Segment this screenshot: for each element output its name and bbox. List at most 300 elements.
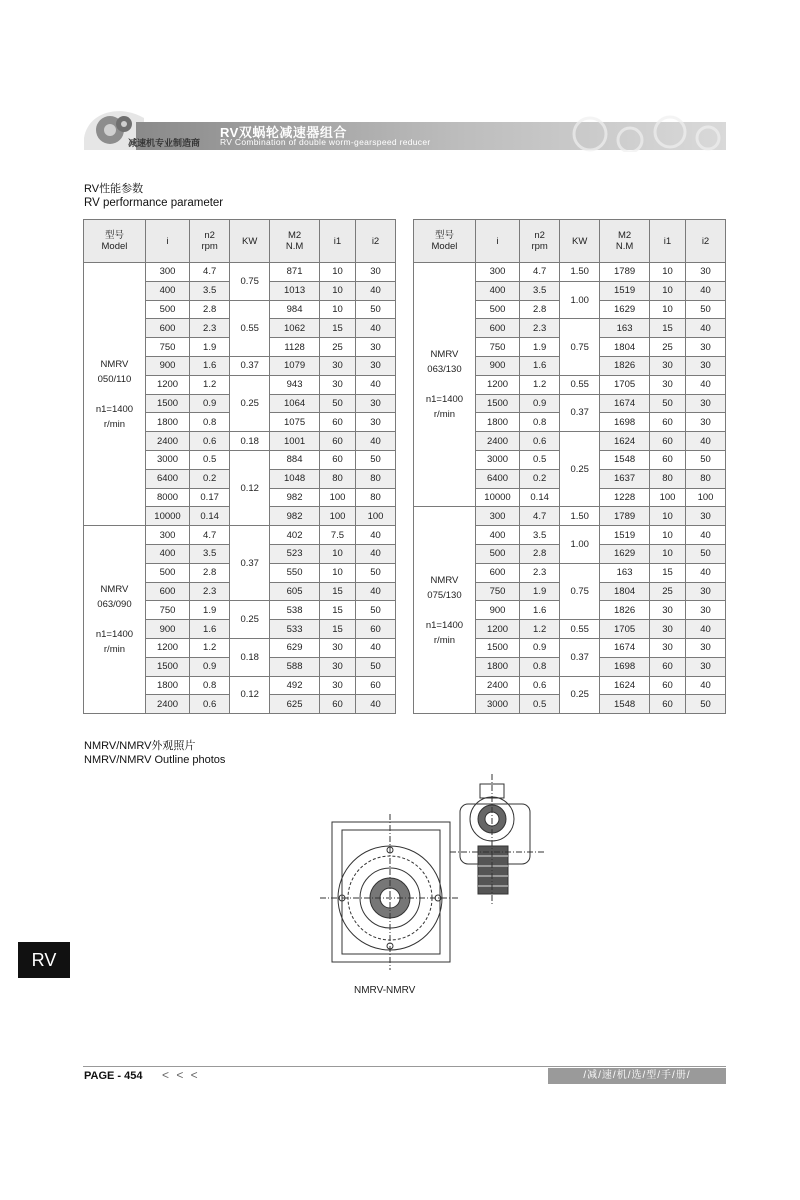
column-header-label: 型号 <box>434 230 454 241</box>
kw-cell: 0.25 <box>230 601 270 639</box>
ratio-cell: 750 <box>475 338 519 357</box>
i1-cell: 50 <box>649 394 685 413</box>
section-title-en: RV performance parameter <box>84 197 224 209</box>
m2-cell: 1062 <box>270 319 320 338</box>
n2-cell: 3.5 <box>190 544 230 563</box>
n2-cell: 3.5 <box>520 281 560 300</box>
table-header-row <box>84 220 396 263</box>
i1-cell: 10 <box>649 526 685 545</box>
i1-cell: 60 <box>649 695 685 714</box>
n2-cell: 3.5 <box>190 281 230 300</box>
m2-cell: 1637 <box>600 469 650 488</box>
m2-cell: 523 <box>270 544 320 563</box>
m2-cell: 1519 <box>600 526 650 545</box>
i1-cell: 30 <box>319 356 355 375</box>
section-title-photos <box>84 739 225 767</box>
ratio-cell: 1800 <box>475 657 519 676</box>
m2-cell: 1698 <box>600 657 650 676</box>
column-header-unit: N.M <box>615 241 634 252</box>
table-row <box>84 263 396 282</box>
i2-cell: 40 <box>686 319 726 338</box>
section-title-cn: RV性能参数 <box>84 183 144 195</box>
model-text: r/min <box>433 634 456 646</box>
i2-cell: 40 <box>686 620 726 639</box>
column-header-label: 型号 <box>104 230 124 241</box>
model-text: NMRV <box>100 584 129 596</box>
i1-cell: 10 <box>649 263 685 282</box>
m2-cell: 1674 <box>600 394 650 413</box>
ratio-cell: 1200 <box>145 638 189 657</box>
i1-cell: 15 <box>319 620 355 639</box>
i2-cell: 100 <box>686 488 726 507</box>
ratio-cell: 1200 <box>475 375 519 394</box>
m2-cell: 1013 <box>270 281 320 300</box>
m2-cell: 982 <box>270 488 320 507</box>
kw-cell: 0.37 <box>230 356 270 375</box>
i2-cell: 30 <box>686 657 726 676</box>
column-header-label: KW <box>572 235 588 247</box>
i2-cell: 50 <box>356 657 396 676</box>
column-header-label: i1 <box>663 235 672 247</box>
n2-cell: 0.5 <box>520 450 560 469</box>
i1-cell: 10 <box>319 563 355 582</box>
n2-cell: 1.2 <box>190 638 230 657</box>
kw-cell: 0.25 <box>560 432 600 507</box>
i2-cell: 30 <box>686 413 726 432</box>
column-header <box>414 220 476 263</box>
kw-cell: 0.55 <box>560 620 600 639</box>
kw-cell: 0.75 <box>560 563 600 619</box>
i2-cell: 40 <box>686 375 726 394</box>
ratio-cell: 600 <box>145 582 189 601</box>
n2-cell: 0.6 <box>190 695 230 714</box>
i1-cell: 10 <box>649 544 685 563</box>
kw-cell: 0.12 <box>230 450 270 525</box>
kw-cell: 0.75 <box>230 263 270 301</box>
kw-cell: 0.55 <box>230 300 270 356</box>
model-cell <box>84 263 146 526</box>
ratio-cell: 300 <box>475 507 519 526</box>
i2-cell: 50 <box>356 300 396 319</box>
n2-cell: 1.6 <box>190 620 230 639</box>
m2-cell: 1629 <box>600 544 650 563</box>
gears-decoration-icon <box>560 114 726 152</box>
i2-cell: 40 <box>686 563 726 582</box>
i1-cell: 60 <box>319 450 355 469</box>
i1-cell: 30 <box>649 356 685 375</box>
m2-cell: 1128 <box>270 338 320 357</box>
performance-table-right <box>413 219 726 714</box>
i2-cell: 30 <box>686 263 726 282</box>
n2-cell: 0.6 <box>520 432 560 451</box>
m2-cell: 943 <box>270 375 320 394</box>
table-header-row <box>414 220 726 263</box>
n2-cell: 0.5 <box>190 450 230 469</box>
i2-cell: 40 <box>356 695 396 714</box>
i1-cell: 30 <box>649 601 685 620</box>
n2-cell: 1.2 <box>520 375 560 394</box>
i2-cell: 30 <box>686 582 726 601</box>
model-text: NMRV <box>430 349 459 361</box>
ratio-cell: 10000 <box>475 488 519 507</box>
ratio-cell: 900 <box>145 620 189 639</box>
reducer-drawing <box>320 774 550 974</box>
i1-cell: 25 <box>319 338 355 357</box>
model-text: 063/130 <box>427 364 462 376</box>
i2-cell: 40 <box>356 638 396 657</box>
header-title-en: RV Combination of double worm-gearspeed reducer <box>220 137 431 147</box>
ratio-cell: 2400 <box>475 676 519 695</box>
i2-cell: 30 <box>356 394 396 413</box>
m2-cell: 1048 <box>270 469 320 488</box>
m2-cell: 1789 <box>600 507 650 526</box>
brand-text: 减速机专业制造商 <box>128 138 201 148</box>
i1-cell: 30 <box>319 375 355 394</box>
i1-cell: 60 <box>319 432 355 451</box>
model-text: n1=1400 <box>95 403 134 415</box>
column-header <box>270 220 320 263</box>
column-header <box>356 220 396 263</box>
ratio-cell: 1200 <box>145 375 189 394</box>
i2-cell: 50 <box>686 450 726 469</box>
ratio-cell: 1500 <box>145 657 189 676</box>
i1-cell: 7.5 <box>319 526 355 545</box>
kw-cell: 1.00 <box>560 526 600 564</box>
ratio-cell: 1200 <box>475 620 519 639</box>
ratio-cell: 1500 <box>475 638 519 657</box>
i2-cell: 30 <box>686 338 726 357</box>
n2-cell: 4.7 <box>190 263 230 282</box>
ratio-cell: 600 <box>475 319 519 338</box>
kw-cell: 0.25 <box>230 375 270 431</box>
model-spacer <box>414 377 475 392</box>
i1-cell: 15 <box>319 582 355 601</box>
m2-cell: 1548 <box>600 695 650 714</box>
ratio-cell: 2400 <box>145 432 189 451</box>
column-header <box>560 220 600 263</box>
n2-cell: 0.14 <box>190 507 230 526</box>
n2-cell: 0.8 <box>520 413 560 432</box>
i2-cell: 40 <box>356 582 396 601</box>
m2-cell: 1079 <box>270 356 320 375</box>
m2-cell: 1705 <box>600 620 650 639</box>
drawing-caption: NMRV-NMRV <box>354 985 416 996</box>
section2-title-cn: NMRV/NMRV外观照片 <box>84 740 196 752</box>
m2-cell: 538 <box>270 601 320 620</box>
i2-cell: 30 <box>686 638 726 657</box>
i1-cell: 15 <box>649 563 685 582</box>
column-header <box>319 220 355 263</box>
kw-cell: 0.75 <box>560 319 600 375</box>
model-cell <box>414 507 476 714</box>
ratio-cell: 300 <box>475 263 519 282</box>
m2-cell: 163 <box>600 563 650 582</box>
column-header-label: i2 <box>371 235 380 247</box>
m2-cell: 625 <box>270 695 320 714</box>
m2-cell: 871 <box>270 263 320 282</box>
i1-cell: 10 <box>319 544 355 563</box>
i1-cell: 60 <box>649 432 685 451</box>
i1-cell: 80 <box>319 469 355 488</box>
page-number: PAGE - 454 <box>84 1070 143 1082</box>
column-header-unit: rpm <box>531 241 548 252</box>
kw-cell: 0.37 <box>560 638 600 676</box>
i1-cell: 60 <box>649 657 685 676</box>
kw-cell: 1.50 <box>560 507 600 526</box>
table-row <box>414 263 726 282</box>
i2-cell: 40 <box>356 432 396 451</box>
column-header <box>230 220 270 263</box>
m2-cell: 1674 <box>600 638 650 657</box>
model-text: r/min <box>103 418 126 430</box>
i2-cell: 40 <box>686 432 726 451</box>
n2-cell: 1.2 <box>520 620 560 639</box>
i2-cell: 40 <box>356 526 396 545</box>
i2-cell: 100 <box>356 507 396 526</box>
i2-cell: 40 <box>356 544 396 563</box>
i2-cell: 30 <box>686 394 726 413</box>
n2-cell: 1.6 <box>520 601 560 620</box>
ratio-cell: 400 <box>145 544 189 563</box>
kw-cell: 0.18 <box>230 638 270 676</box>
column-header-unit: rpm <box>201 241 218 252</box>
i2-cell: 30 <box>356 413 396 432</box>
m2-cell: 1548 <box>600 450 650 469</box>
table-row <box>84 526 396 545</box>
ratio-cell: 1800 <box>475 413 519 432</box>
performance-table-left <box>83 219 396 714</box>
i2-cell: 30 <box>686 601 726 620</box>
n2-cell: 0.9 <box>520 394 560 413</box>
n2-cell: 2.3 <box>520 563 560 582</box>
n2-cell: 0.2 <box>520 469 560 488</box>
column-header <box>686 220 726 263</box>
i2-cell: 50 <box>356 450 396 469</box>
column-header-label: M2 <box>617 230 632 241</box>
n2-cell: 1.9 <box>190 601 230 620</box>
kw-cell: 0.37 <box>560 394 600 432</box>
i1-cell: 10 <box>649 281 685 300</box>
ratio-cell: 3000 <box>475 695 519 714</box>
ratio-cell: 500 <box>475 544 519 563</box>
model-text: n1=1400 <box>95 629 134 641</box>
column-header-label: n2 <box>204 230 215 241</box>
m2-cell: 1629 <box>600 300 650 319</box>
n2-cell: 1.2 <box>190 375 230 394</box>
model-text: 075/130 <box>427 589 462 601</box>
i2-cell: 30 <box>356 338 396 357</box>
n2-cell: 2.3 <box>190 319 230 338</box>
ratio-cell: 8000 <box>145 488 189 507</box>
i1-cell: 100 <box>649 488 685 507</box>
n2-cell: 1.9 <box>520 338 560 357</box>
column-header <box>84 220 146 263</box>
m2-cell: 1789 <box>600 263 650 282</box>
kw-cell: 1.00 <box>560 281 600 319</box>
ratio-cell: 2400 <box>475 432 519 451</box>
page-arrows: < < < <box>162 1068 200 1082</box>
i1-cell: 60 <box>649 676 685 695</box>
column-header <box>190 220 230 263</box>
column-header-label: i <box>496 235 499 247</box>
ratio-cell: 500 <box>475 300 519 319</box>
column-header-unit: Model <box>431 241 458 252</box>
ratio-cell: 900 <box>475 601 519 620</box>
m2-cell: 588 <box>270 657 320 676</box>
i2-cell: 40 <box>686 526 726 545</box>
i1-cell: 25 <box>649 338 685 357</box>
model-spacer <box>84 387 145 402</box>
n2-cell: 0.5 <box>520 695 560 714</box>
column-header <box>520 220 560 263</box>
column-header-label: i <box>166 235 169 247</box>
m2-cell: 1001 <box>270 432 320 451</box>
m2-cell: 1624 <box>600 432 650 451</box>
m2-cell: 1804 <box>600 582 650 601</box>
section-title-performance <box>84 182 223 210</box>
i1-cell: 30 <box>649 638 685 657</box>
table-row <box>414 507 726 526</box>
column-header-unit: N.M <box>285 241 304 252</box>
ratio-cell: 2400 <box>145 695 189 714</box>
i1-cell: 60 <box>319 695 355 714</box>
m2-cell: 1698 <box>600 413 650 432</box>
ratio-cell: 750 <box>145 601 189 620</box>
kw-cell: 0.18 <box>230 432 270 451</box>
n2-cell: 2.8 <box>520 300 560 319</box>
m2-cell: 884 <box>270 450 320 469</box>
ratio-cell: 3000 <box>145 450 189 469</box>
i1-cell: 100 <box>319 507 355 526</box>
m2-cell: 1228 <box>600 488 650 507</box>
model-text: 050/110 <box>97 373 132 385</box>
kw-cell: 0.25 <box>560 676 600 714</box>
ratio-cell: 10000 <box>145 507 189 526</box>
column-header-unit: Model <box>101 241 128 252</box>
header-title-cn: RV双蜗轮减速器组合 <box>220 125 347 140</box>
column-header <box>649 220 685 263</box>
m2-cell: 533 <box>270 620 320 639</box>
n2-cell: 0.6 <box>190 432 230 451</box>
i1-cell: 15 <box>649 319 685 338</box>
model-text: NMRV <box>430 574 459 586</box>
model-spacer <box>84 612 145 627</box>
n2-cell: 1.6 <box>520 356 560 375</box>
ratio-cell: 400 <box>475 281 519 300</box>
model-text: 063/090 <box>97 599 132 611</box>
i2-cell: 50 <box>356 563 396 582</box>
m2-cell: 402 <box>270 526 320 545</box>
n2-cell: 4.7 <box>520 263 560 282</box>
n2-cell: 0.8 <box>190 413 230 432</box>
n2-cell: 0.6 <box>520 676 560 695</box>
i2-cell: 30 <box>356 356 396 375</box>
ratio-cell: 750 <box>475 582 519 601</box>
i1-cell: 10 <box>319 300 355 319</box>
i1-cell: 60 <box>319 413 355 432</box>
m2-cell: 1804 <box>600 338 650 357</box>
n2-cell: 4.7 <box>520 507 560 526</box>
ratio-cell: 1800 <box>145 413 189 432</box>
n2-cell: 0.17 <box>190 488 230 507</box>
i1-cell: 10 <box>319 263 355 282</box>
n2-cell: 0.14 <box>520 488 560 507</box>
footer-manual-label: /减/速/机/选/型/手/册/ <box>548 1068 726 1084</box>
m2-cell: 1064 <box>270 394 320 413</box>
n2-cell: 2.3 <box>520 319 560 338</box>
n2-cell: 0.8 <box>520 657 560 676</box>
m2-cell: 492 <box>270 676 320 695</box>
n2-cell: 0.9 <box>520 638 560 657</box>
i2-cell: 80 <box>356 488 396 507</box>
section2-title-en: NMRV/NMRV Outline photos <box>84 754 226 766</box>
column-header-label: i1 <box>333 235 342 247</box>
ratio-cell: 400 <box>145 281 189 300</box>
ratio-cell: 600 <box>475 563 519 582</box>
ratio-cell: 300 <box>145 526 189 545</box>
n2-cell: 0.8 <box>190 676 230 695</box>
i2-cell: 40 <box>356 319 396 338</box>
model-text: n1=1400 <box>425 619 464 631</box>
ratio-cell: 1800 <box>145 676 189 695</box>
n2-cell: 2.3 <box>190 582 230 601</box>
kw-cell: 0.37 <box>230 526 270 601</box>
model-text: r/min <box>433 409 456 421</box>
ratio-cell: 900 <box>475 356 519 375</box>
kw-cell: 0.55 <box>560 375 600 394</box>
i2-cell: 50 <box>686 300 726 319</box>
i1-cell: 80 <box>649 469 685 488</box>
column-header <box>145 220 189 263</box>
i1-cell: 15 <box>319 319 355 338</box>
i1-cell: 10 <box>649 300 685 319</box>
i1-cell: 50 <box>319 394 355 413</box>
i1-cell: 30 <box>649 375 685 394</box>
ratio-cell: 400 <box>475 526 519 545</box>
m2-cell: 1826 <box>600 601 650 620</box>
column-header <box>600 220 650 263</box>
model-cell <box>414 263 476 507</box>
ratio-cell: 1500 <box>145 394 189 413</box>
i1-cell: 30 <box>319 638 355 657</box>
model-text: NMRV <box>100 358 129 370</box>
m2-cell: 163 <box>600 319 650 338</box>
m2-cell: 1705 <box>600 375 650 394</box>
i2-cell: 80 <box>686 469 726 488</box>
i1-cell: 30 <box>319 657 355 676</box>
n2-cell: 2.8 <box>190 300 230 319</box>
model-cell <box>84 526 146 714</box>
m2-cell: 984 <box>270 300 320 319</box>
i1-cell: 60 <box>649 413 685 432</box>
ratio-cell: 6400 <box>145 469 189 488</box>
i2-cell: 40 <box>686 676 726 695</box>
side-tab-rv: RV <box>18 942 70 978</box>
header-banner <box>80 104 726 152</box>
i2-cell: 80 <box>356 469 396 488</box>
n2-cell: 3.5 <box>520 526 560 545</box>
i1-cell: 60 <box>649 450 685 469</box>
i2-cell: 60 <box>356 676 396 695</box>
ratio-cell: 300 <box>145 263 189 282</box>
i1-cell: 30 <box>319 676 355 695</box>
i2-cell: 30 <box>356 263 396 282</box>
i1-cell: 100 <box>319 488 355 507</box>
m2-cell: 982 <box>270 507 320 526</box>
m2-cell: 629 <box>270 638 320 657</box>
column-header-label: i2 <box>701 235 710 247</box>
i2-cell: 50 <box>686 695 726 714</box>
